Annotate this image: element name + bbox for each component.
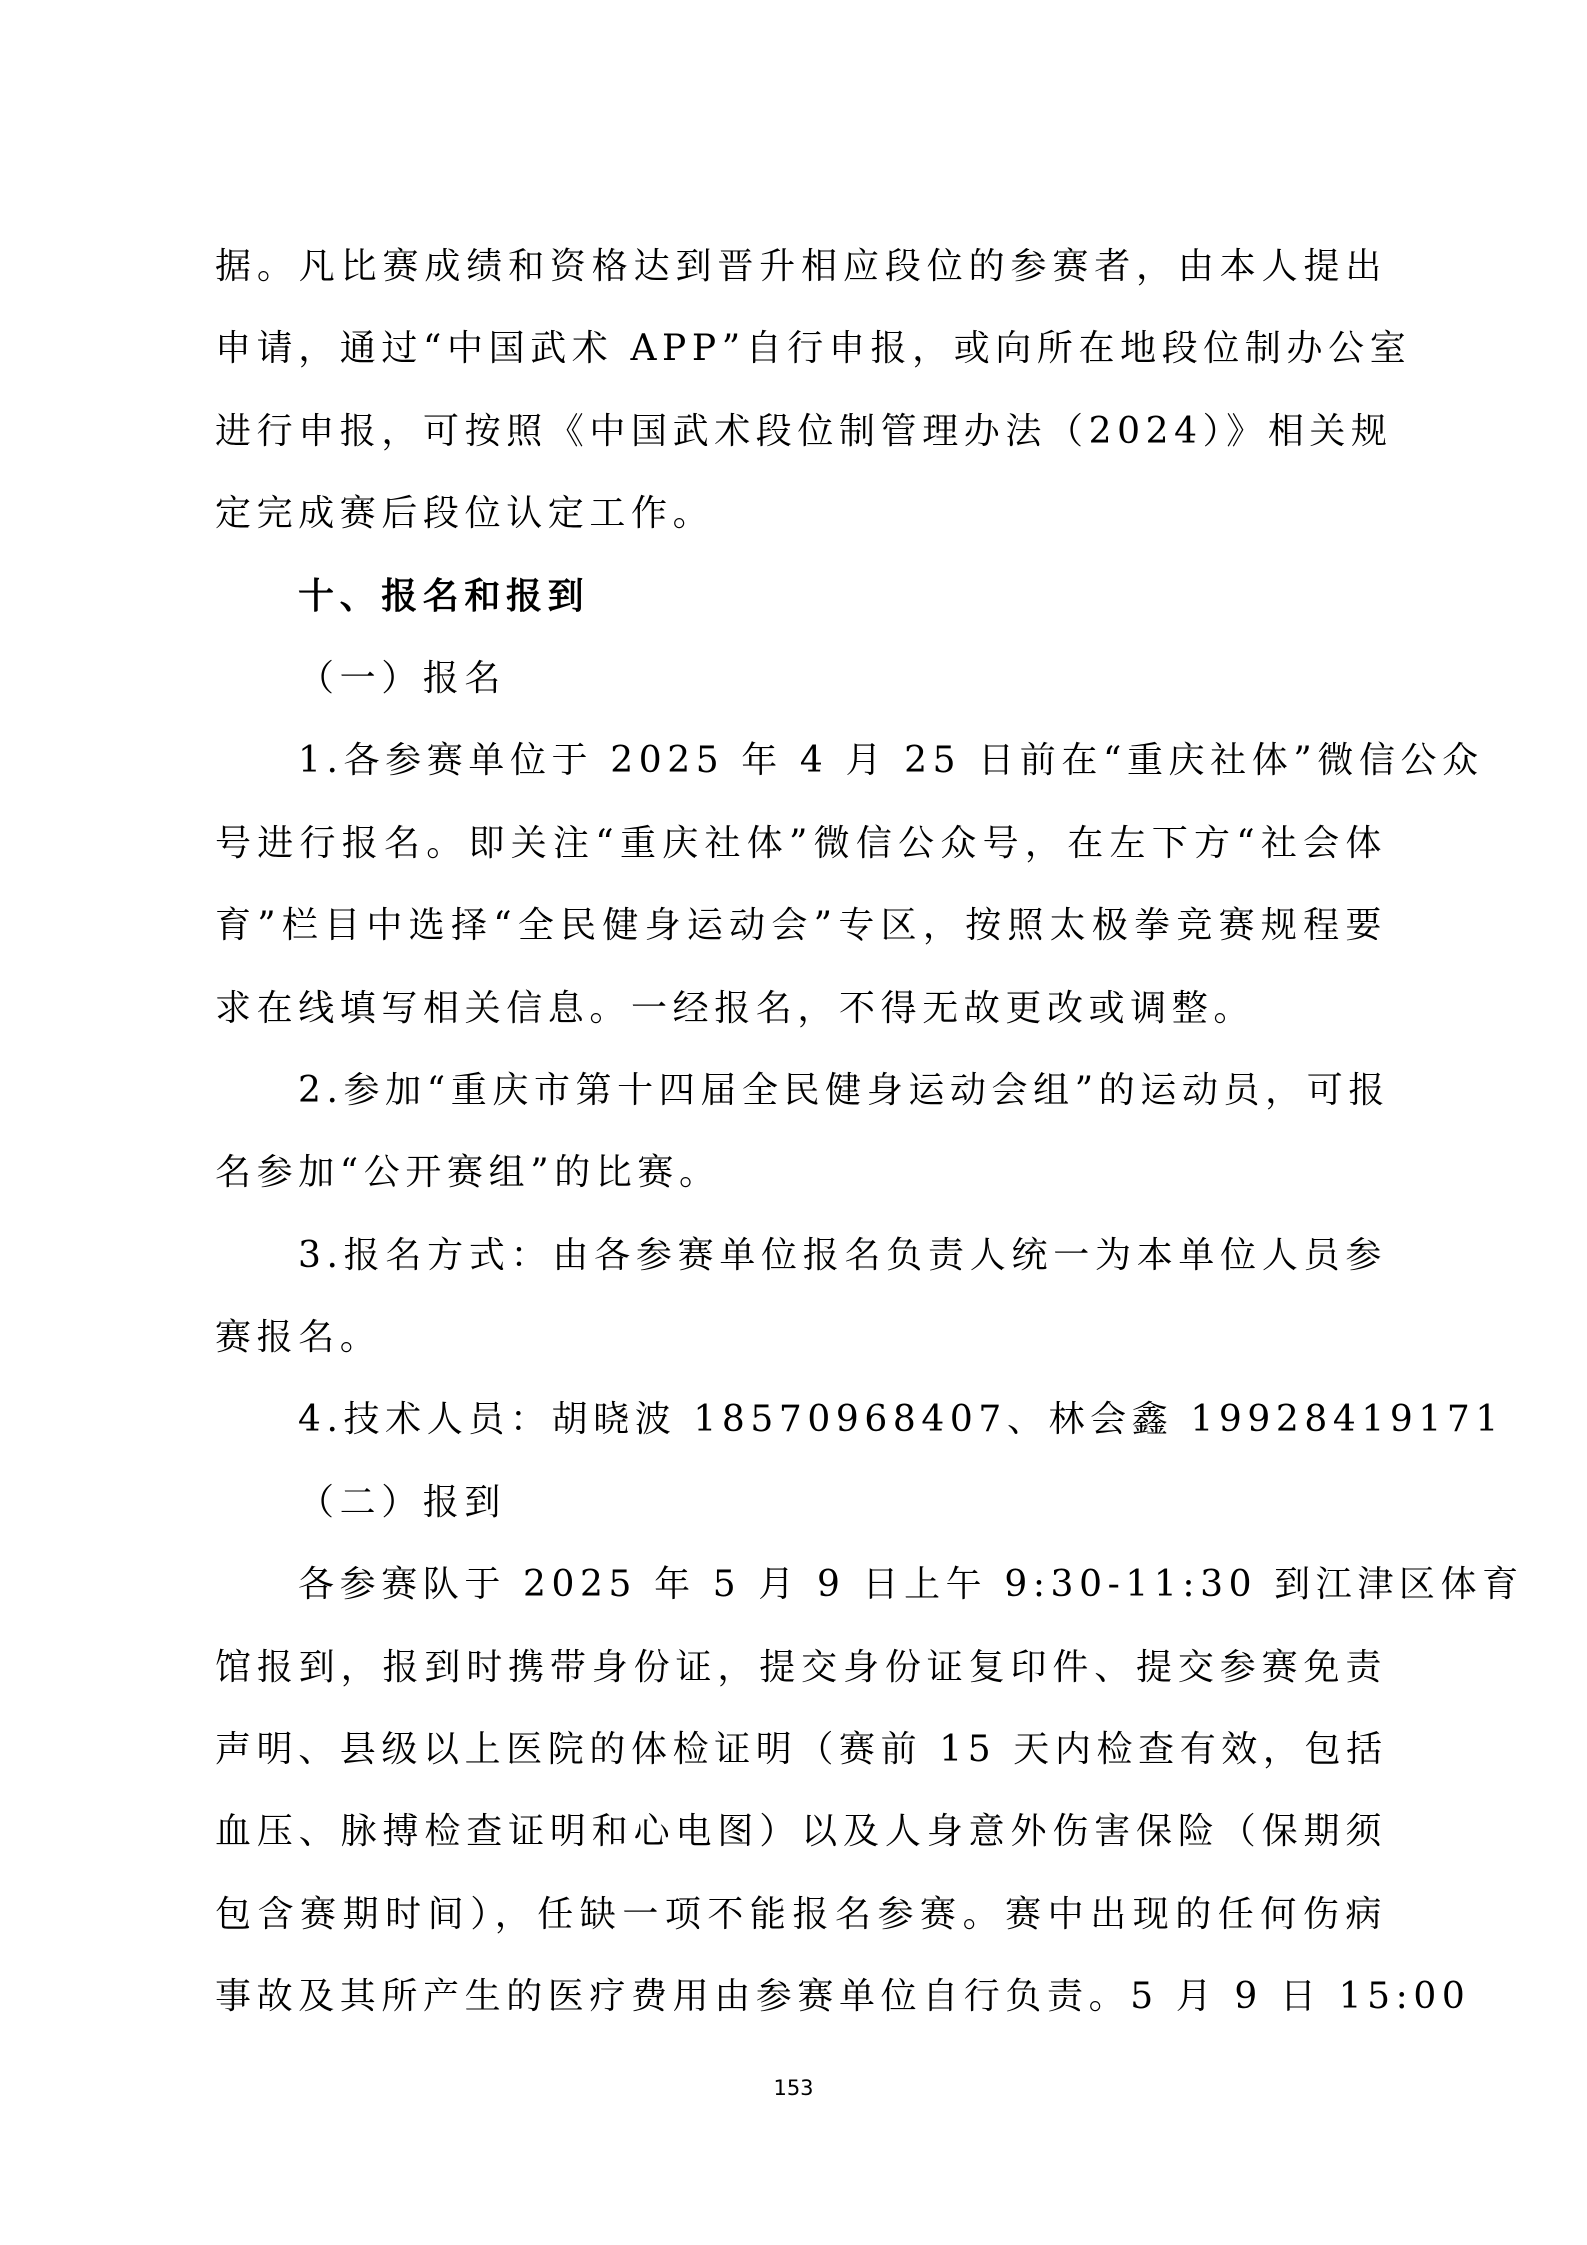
text-line: 1.各参赛单位于 2025 年 4 月 25 日前在“重庆社体”微信公众	[298, 740, 1484, 782]
text-line: 4.技术人员：胡晓波 18570968407、林会鑫 19928419171	[298, 1399, 1504, 1441]
text-line: 进行申报，可按照《中国武术段位制管理办法（2024）》相关规	[215, 410, 1393, 452]
text-line: 号进行报名。即关注“重庆社体”微信公众号，在左下方“社会体	[215, 822, 1387, 864]
page-body	[215, 226, 1524, 2039]
text-line: 事故及其所产生的医疗费用由参赛单位自行负责。5 月 9 日 15:00	[215, 1976, 1471, 2018]
section-heading: 十、报名和报到	[298, 575, 590, 617]
page-number: 153	[773, 2076, 814, 2100]
subsection-title-registration: （一）报名	[298, 657, 507, 699]
registration-item-4-technical-staff	[215, 1379, 1504, 1461]
check-in-paragraph	[215, 1544, 1524, 2038]
text-line: 2.参加“重庆市第十四届全民健身运动会组”的运动员，可报	[298, 1069, 1390, 1111]
text-line: 申请，通过“中国武术 APP”自行申报，或向所在地段位制办公室	[215, 328, 1412, 370]
text-line: 求在线填写相关信息。一经报名，不得无故更改或调整。	[215, 987, 1256, 1029]
text-line: 3.报名方式：由各参赛单位报名负责人统一为本单位人员参	[298, 1234, 1387, 1276]
text-line: 赛报名。	[215, 1317, 382, 1359]
registration-item-2	[215, 1050, 1390, 1215]
registration-item-3	[215, 1215, 1387, 1380]
text-line: 名参加“公开赛组”的比赛。	[215, 1152, 721, 1194]
text-line: 育”栏目中选择“全民健身运动会”专区，按照太极拳竞赛规程要	[215, 905, 1387, 947]
text-line: 据。凡比赛成绩和资格达到晋升相应段位的参赛者，由本人提出	[215, 246, 1387, 287]
text-line: 定完成赛后段位认定工作。	[215, 493, 715, 535]
text-line: 声明、县级以上医院的体检证明（赛前 15 天内检查有效，包括	[215, 1729, 1388, 1771]
continuation-paragraph	[215, 226, 1412, 556]
text-line: 馆报到，报到时携带身份证，提交身份证复印件、提交参赛免责	[215, 1646, 1387, 1688]
text-line: 包含赛期时间），任缺一项不能报名参赛。赛中出现的任何伤病	[215, 1893, 1387, 1935]
subsection-title-check-in: （二）报到	[298, 1481, 507, 1523]
registration-item-1	[215, 720, 1484, 1050]
text-line: 各参赛队于 2025 年 5 月 9 日上午 9:30-11:30 到江津区体育	[298, 1564, 1524, 1606]
text-line: 血压、脉搏检查证明和心电图）以及人身意外伤害保险（保期须	[215, 1811, 1387, 1853]
